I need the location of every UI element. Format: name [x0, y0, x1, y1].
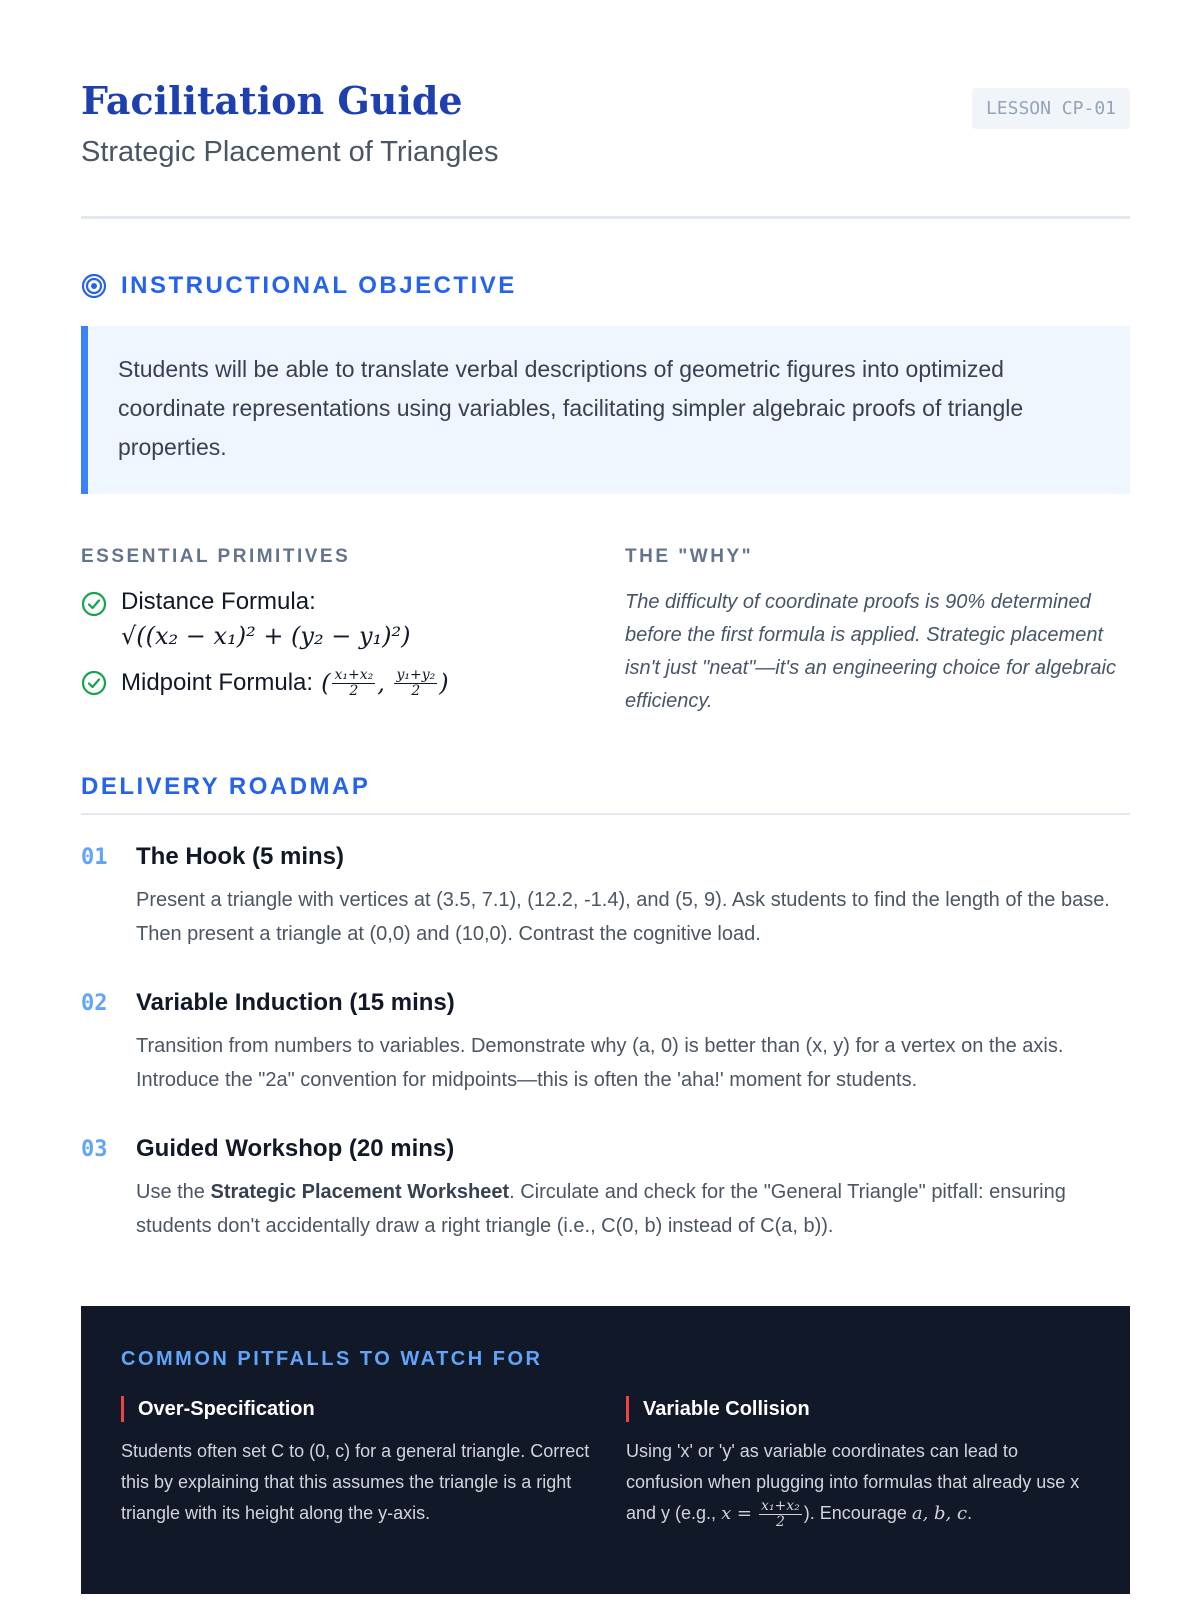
header-divider: [81, 216, 1130, 219]
roadmap-divider: [81, 813, 1130, 815]
pitfall-title: Variable Collision: [626, 1396, 1096, 1422]
objective-heading-label: INSTRUCTIONAL OBJECTIVE: [121, 272, 517, 299]
pitfall-card: [626, 1396, 1096, 1529]
pitfall-fraction: $\frac{\text{x₁+x₂}}{2}$: [761, 1498, 800, 1530]
step-title: Variable Induction (15 mins): [136, 989, 455, 1016]
worksheet-name: Strategic Placement Worksheet: [210, 1181, 510, 1203]
pitfalls-panel: [81, 1306, 1130, 1594]
pitfall-card: [121, 1396, 591, 1529]
primitives-list: [81, 588, 551, 698]
header: [81, 80, 1130, 169]
why-heading: THE "WHY": [625, 546, 754, 567]
primitive-distance: [81, 588, 551, 650]
step-description: Use the Strategic Placement Worksheet. Circulate and check for the "General Triangle" pitfall: ensuring students don't accidentally draw a right triangle (i.e., C(0, b) instead of C(a, b)).: [136, 1181, 1066, 1237]
primitive-midpoint: [81, 668, 551, 698]
pitfall-title: Over-Specification: [121, 1396, 591, 1422]
objective-heading: [81, 272, 517, 300]
step-number: 02: [81, 991, 108, 1016]
check-circle-icon: [81, 591, 107, 617]
objective-callout: Students will be able to translate verbal descriptions of geometric figures into optimized coordinate representations using variables, facilitating simpler algebraic proofs of triangle properties.: [81, 326, 1130, 494]
check-circle-icon: [81, 670, 107, 696]
page-title: Facilitation Guide: [81, 78, 463, 123]
distance-label: Distance Formula:: [121, 588, 316, 615]
midpoint-y-fraction: $\frac{\text{y₁+y₂}}{2}$: [396, 667, 436, 699]
distance-formula: √((x₂ − x₁)² + (y₂ − y₁)²): [121, 622, 411, 650]
step-title: The Hook (5 mins): [136, 843, 345, 870]
step-title: Guided Workshop (20 mins): [136, 1135, 455, 1162]
pitfalls-heading: COMMON PITFALLS TO WATCH FOR: [121, 1348, 543, 1370]
lesson-badge: LESSON CP-01: [972, 88, 1130, 129]
step-number: 03: [81, 1137, 108, 1162]
midpoint-label: Midpoint Formula:: [121, 669, 314, 697]
roadmap-heading: DELIVERY ROADMAP: [81, 773, 371, 800]
primitives-heading: ESSENTIAL PRIMITIVES: [81, 546, 351, 567]
step-description: Present a triangle with vertices at (3.5, 7.1), (12.2, -1.4), and (5, 9). Ask students to find the length of the base. Then present a triangle at (0,0) and (10,0). Contrast the cognitive load.: [136, 889, 1110, 945]
target-icon: [81, 273, 107, 299]
step-number: 01: [81, 845, 108, 870]
pitfall-description: Using 'x' or 'y' as variable coordinates can lead to confusion when plugging into formulas that already use x and y (e.g., x = $\frac{\text{x₁+x₂}}{2}$ ). Encourage a, b, c.: [626, 1441, 1080, 1530]
step-description: Transition from numbers to variables. Demonstrate why (a, 0) is better than (x, y) for a vertex on the axis. Introduce the "2a" convention for midpoints—this is often the 'aha!' moment for students.: [136, 1035, 1064, 1091]
pitfall-description: Students often set C to (0, c) for a general triangle. Correct this by explaining that this assumes the triangle is a right triangle with its height along the y-axis.: [121, 1441, 590, 1523]
page-subtitle: Strategic Placement of Triangles: [81, 135, 499, 168]
midpoint-x-fraction: $\frac{\text{x₁+x₂}}{2}$: [334, 667, 374, 699]
midpoint-formula: ( $\frac{\text{x₁+x₂}}{2}$ , $\frac{\text{y₁+y₂}}{2}$ ): [321, 667, 449, 699]
why-text: The difficulty of coordinate proofs is 90% determined before the first formula is applied. Strategic placement isn't just "neat"—it's an engineering choice for algebraic efficiency.: [625, 591, 1116, 712]
